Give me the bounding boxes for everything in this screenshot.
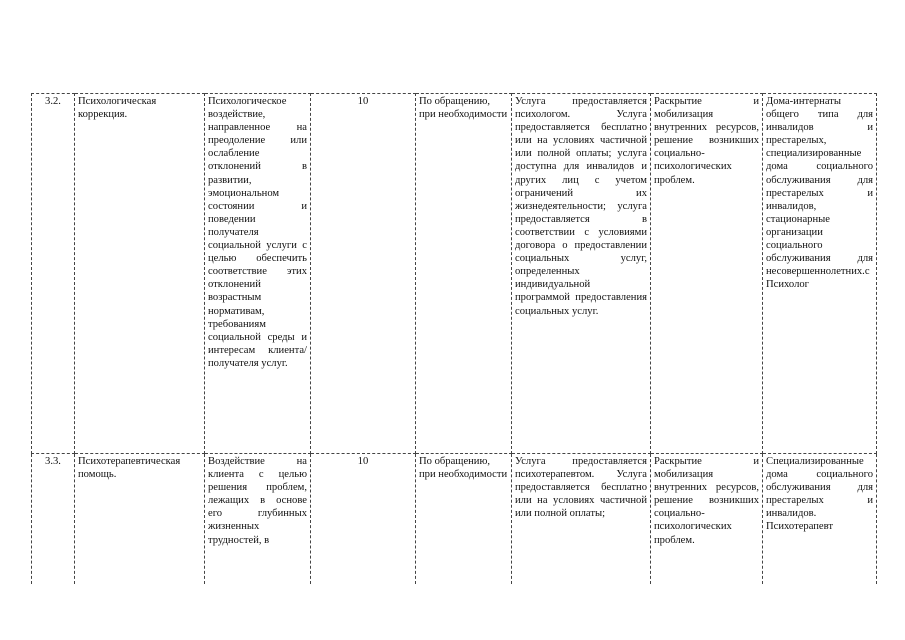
service-name: Психотерапевтическая помощь. bbox=[75, 454, 205, 585]
service-norm: 10 bbox=[311, 454, 416, 585]
row-number: 3.2. bbox=[32, 94, 75, 454]
service-content: Психологическое воздействие, направленное на преодоление или ослабление отклонений в развитии, эмоциональном состоянии и поведении получателя социальной услуги с целью обеспечить соответствие этих отклонений возрастным нормативам, требованиям социальной среды и интересам клиента/получателя услуг. bbox=[205, 94, 311, 454]
table-row bbox=[32, 454, 877, 585]
services-table bbox=[31, 93, 877, 584]
service-providers: Дома-интернаты общего типа для инвалидов и престарелых, специализированные дома социального обслуживания для престарелых и инвалидов, стационарные организации социального обслуживания для несовершеннолетних.с Психолог bbox=[763, 94, 877, 454]
service-conditions: Услуга предоставляется психотерапевтом. Услуга предоставляется бесплатно или на условиях частичной или полной оплаты; bbox=[512, 454, 651, 585]
service-norm: 10 bbox=[311, 94, 416, 454]
service-content: Воздействие на клиента с целью решения проблем, лежащих в основе его глубинных жизненных трудностей, в bbox=[205, 454, 311, 585]
service-periodicity: По обращению, при необходимости bbox=[416, 94, 512, 454]
table-row bbox=[32, 94, 877, 454]
service-periodicity: По обращению, при необходимости bbox=[416, 454, 512, 585]
service-result: Раскрытие и мобилизация внутренних ресурсов, решение возникших социально-психологических проблем. bbox=[651, 454, 763, 585]
service-result: Раскрытие и мобилизация внутренних ресурсов, решение возникших социально-психологических проблем. bbox=[651, 94, 763, 454]
row-number: 3.3. bbox=[32, 454, 75, 585]
service-conditions: Услуга предоставляется психологом. Услуга предоставляется бесплатно или на условиях частичной или полной оплаты; услуга доступна для инвалидов и других лиц с учетом ограничений их жизнедеятельности; услуга предоставляется в соответствии с условиями договора о предоставлении социальных услуг, определенных индивидуальной программой предоставления социальных услуг. bbox=[512, 94, 651, 454]
service-providers: Специализированные дома социального обслуживания для престарелых и инвалидов. Психотерапевт bbox=[763, 454, 877, 585]
service-name: Психологическая коррекция. bbox=[75, 94, 205, 454]
